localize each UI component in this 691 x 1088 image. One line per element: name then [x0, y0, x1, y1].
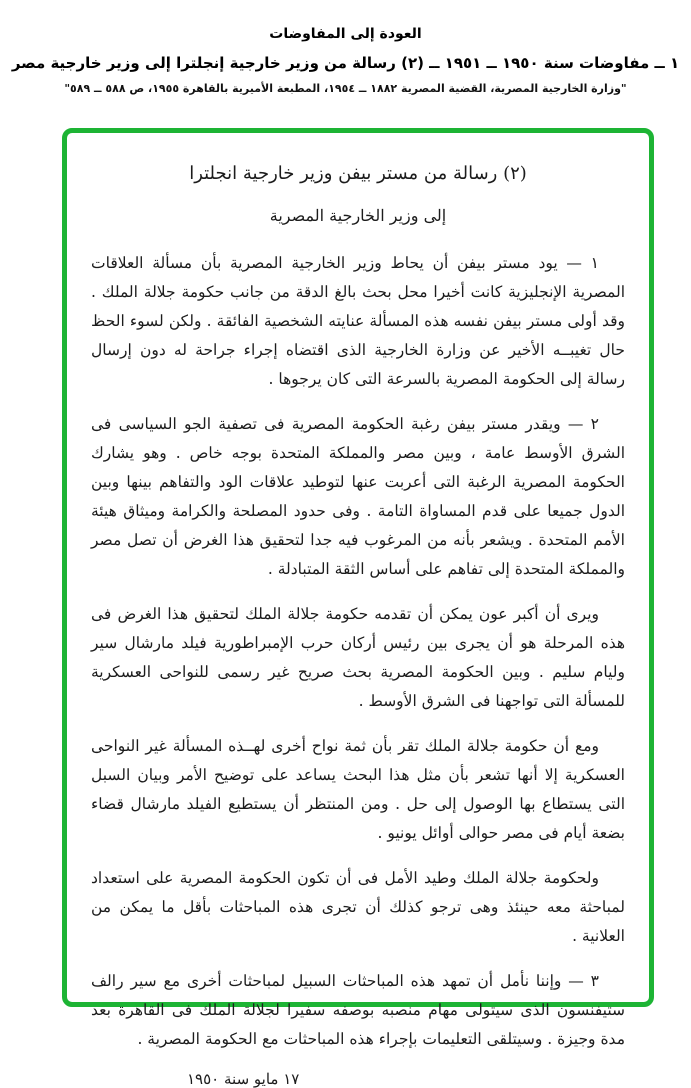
letter-paragraph-2: ٢ — ويقدر مستر بيفن رغبة الحكومة المصرية فى تصفية الجو السياسى فى الشرق الأوسط عامة ، وبين مصر والمملكة المتحدة بوجه خاص . وهو يشارك الحكومة المصرية الرغبة التى أعربت عنها لتوطيد علاقات الود والتفاهم بينها وبين الدول جميعا على قدم المساواة التامة . وفى حدود المصلحة والكرامة وميثاق هيئة الأمم المتحدة . ويشعر بأنه من المرغوب فيه جدا لتحقيق هذا الغرض أن تصل مصر والمملكة المتحدة إلى تفاهم على أساس الثقة المتبادلة .	[91, 415, 625, 578]
letter-paragraph-3: ويرى أن أكبر عون يمكن أن تقدمه حكومة جلالة الملك لتحقيق هذا الغرض فى هذه المرحلة هو أن يجرى بين رئيس أركان حرب الإمبراطورية فيلد مارشال سير وليام سليم . وبين الحكومة المصرية بحث صريح غير رسمى للنواحى العسكرية للمسألة التى تواجهنا فى الشرق الأوسط .	[91, 605, 625, 710]
header-subtitle: ١ ــ مفاوضات سنة ١٩٥٠ ــ ١٩٥١ ــ (٢) رسالة من وزير خارجية إنجلترا إلى وزير خارجية مصر	[11, 54, 680, 72]
scanned-letter-frame	[62, 128, 654, 1088]
scanned-letter	[67, 133, 649, 1088]
letter-title-line1: (٢) رسالة من مستر بيفن وزير خارجية انجلترا	[189, 163, 527, 184]
letter-paragraph-6: ٣ — وإننا نأمل أن تمهد هذه المباحثات السبيل لمباحثات أخرى مع سير رالف ستيفنسون الذى سيتولى مهام منصبه بوصفه سفيرا لجلالة الملك فى القاهرة بعد مدة وجيزة . وسيتلقى التعليمات بإجراء هذه المباحثات مع الحكومة المصرية .	[91, 972, 625, 1048]
page-header	[0, 0, 691, 95]
letter-date: ١٧ مايو سنة ١٩٥٠	[187, 1070, 300, 1088]
letter-title-line2: إلى وزير الخارجية المصرية	[269, 206, 447, 225]
letter-paragraph-4: ومع أن حكومة جلالة الملك تقر بأن ثمة نواح أخرى لهــذه المسألة غير النواحى العسكرية إلا أنها تشعر بأن مثل هذا البحث يساعد على توضيح الأمر وبيان السبل التى يستطاع بها الوصول إلى حل . ومن المنتظر أن يستطيع الفيلد مارشال قضاء بضعة أيام فى مصر حوالى أوائل يونيو .	[91, 737, 625, 842]
letter-paragraph-1: ١ — يود مستر بيفن أن يحاط وزير الخارجية المصرية بأن مسألة العلاقات المصرية الإنجليزية كانت أخيرا محل بحث بالغ الدقة من جانب حكومة جلالة الملك . وقد أولى مستر بيفن نفسه هذه المسألة عنايته الشخصية الفائقة . ولكن لسوء الحظ حال تغيبــه الأخير عن وزارة الخارجية الذى اقتضاه إجراء جراحة له دون إرسال رسالة إلى الحكومة المصرية بالسرعة التى كان يرجوها .	[91, 254, 625, 388]
header-title: العودة إلى المفاوضات	[269, 26, 422, 42]
header-source-citation: "وزارة الخارجية المصرية، القضية المصرية ١٨٨٢ ــ ١٩٥٤، المطبعة الأميرية بالقاهرة ١٩٥٥، ص ٥٨٨ ــ ٥٨٩"	[64, 82, 627, 95]
letter-paragraph-5: ولحكومة جلالة الملك وطيد الأمل فى أن تكون الحكومة المصرية على استعداد لمباحثة معه حينئذ وهى ترجو كذلك أن تجرى هذه المباحثات بأقل ما يمكن من العلانية .	[91, 869, 625, 945]
